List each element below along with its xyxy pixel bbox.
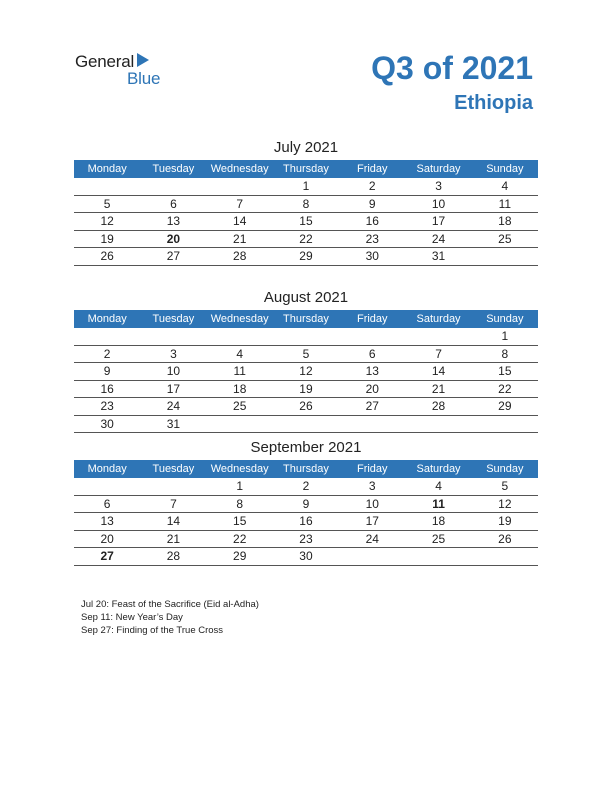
day-cell: 23 [74, 398, 140, 416]
week-row [74, 328, 538, 345]
day-cell: 4 [472, 178, 538, 195]
day-cell: 3 [405, 178, 471, 195]
day-cell: 14 [140, 513, 206, 531]
week-row [74, 548, 538, 566]
empty-day-cell [140, 178, 206, 195]
month-title: September 2021 [250, 439, 362, 456]
day-cell: 19 [74, 230, 140, 248]
calendar-grid [74, 460, 538, 566]
day-cell: 10 [140, 363, 206, 381]
weekday-header: Friday [339, 310, 405, 328]
holiday-note: Jul 20: Feast of the Sacrifice (Eid al-Adha) [81, 599, 259, 610]
holiday-note: Sep 27: Finding of the True Cross [81, 625, 224, 637]
weekday-header: Tuesday [140, 160, 206, 178]
day-cell: 21 [140, 530, 206, 548]
week-row [74, 195, 538, 213]
day-cell: 12 [74, 213, 140, 231]
day-cell: 4 [207, 345, 273, 363]
weekday-header: Wednesday [207, 460, 273, 478]
empty-day-cell [339, 548, 405, 566]
day-cell: 2 [273, 478, 339, 495]
day-cell: 28 [140, 548, 206, 566]
day-cell: 26 [472, 530, 538, 548]
day-cell: 25 [405, 530, 471, 548]
day-cell: 20 [140, 230, 206, 248]
weekday-header: Saturday [405, 460, 471, 478]
day-cell: 11 [472, 195, 538, 213]
day-cell: 4 [405, 478, 471, 495]
day-cell: 1 [207, 478, 273, 495]
day-cell: 23 [339, 230, 405, 248]
empty-day-cell [472, 248, 538, 266]
weekday-header: Monday [74, 310, 140, 328]
empty-day-cell [273, 328, 339, 345]
day-cell: 10 [405, 195, 471, 213]
day-cell: 12 [273, 363, 339, 381]
day-cell: 2 [74, 345, 140, 363]
calendar-grid [74, 310, 538, 433]
day-cell: 31 [140, 415, 206, 433]
day-cell: 11 [207, 363, 273, 381]
day-cell: 9 [273, 495, 339, 513]
month-title: July 2021 [273, 139, 339, 156]
day-cell: 17 [405, 213, 471, 231]
day-cell: 7 [405, 345, 471, 363]
week-row [74, 398, 538, 416]
week-row [74, 513, 538, 531]
weekday-header: Monday [74, 160, 140, 178]
empty-day-cell [405, 328, 471, 345]
day-cell: 23 [273, 530, 339, 548]
day-cell: 22 [472, 380, 538, 398]
empty-day-cell [472, 548, 538, 566]
day-cell: 16 [74, 380, 140, 398]
day-cell: 16 [339, 213, 405, 231]
day-cell: 13 [339, 363, 405, 381]
day-cell: 15 [273, 213, 339, 231]
empty-day-cell [207, 415, 273, 433]
week-row [74, 478, 538, 495]
day-cell: 1 [273, 178, 339, 195]
country-name: Ethiopia [454, 92, 533, 114]
empty-day-cell [472, 415, 538, 433]
empty-day-cell [273, 415, 339, 433]
empty-day-cell [405, 548, 471, 566]
day-cell: 22 [273, 230, 339, 248]
day-cell: 27 [140, 248, 206, 266]
day-cell: 30 [273, 548, 339, 566]
day-cell: 29 [472, 398, 538, 416]
day-cell: 28 [405, 398, 471, 416]
day-cell: 10 [339, 495, 405, 513]
day-cell: 27 [74, 548, 140, 566]
weekday-header-row [74, 460, 538, 478]
weekday-header: Wednesday [207, 160, 273, 178]
empty-day-cell [74, 328, 140, 345]
day-cell: 30 [74, 415, 140, 433]
day-cell: 19 [273, 380, 339, 398]
day-cell: 25 [472, 230, 538, 248]
day-cell: 13 [74, 513, 140, 531]
weekday-header: Thursday [273, 310, 339, 328]
empty-day-cell [207, 328, 273, 345]
weekday-header: Saturday [405, 160, 471, 178]
empty-day-cell [74, 478, 140, 495]
day-cell: 9 [74, 363, 140, 381]
day-cell: 28 [207, 248, 273, 266]
day-cell: 2 [339, 178, 405, 195]
week-row [74, 230, 538, 248]
day-cell: 21 [405, 380, 471, 398]
day-cell: 5 [273, 345, 339, 363]
day-cell: 8 [472, 345, 538, 363]
week-row [74, 380, 538, 398]
weekday-header-row [74, 310, 538, 328]
month-july [74, 138, 538, 266]
day-cell: 20 [339, 380, 405, 398]
empty-day-cell [207, 178, 273, 195]
weekday-header: Saturday [405, 310, 471, 328]
day-cell: 31 [405, 248, 471, 266]
weekday-header: Sunday [472, 460, 538, 478]
day-cell: 22 [207, 530, 273, 548]
week-row [74, 363, 538, 381]
week-row [74, 178, 538, 195]
day-cell: 29 [207, 548, 273, 566]
day-cell: 13 [140, 213, 206, 231]
day-cell: 11 [405, 495, 471, 513]
weekday-header: Sunday [472, 160, 538, 178]
logo-word-blue: Blue [127, 69, 161, 88]
weekday-header: Thursday [273, 460, 339, 478]
weekday-header: Thursday [273, 160, 339, 178]
empty-day-cell [405, 415, 471, 433]
brand-logo [75, 52, 175, 92]
day-cell: 29 [273, 248, 339, 266]
weekday-header: Tuesday [140, 460, 206, 478]
day-cell: 16 [273, 513, 339, 531]
day-cell: 5 [74, 195, 140, 213]
day-cell: 25 [207, 398, 273, 416]
week-row [74, 530, 538, 548]
day-cell: 6 [339, 345, 405, 363]
day-cell: 7 [207, 195, 273, 213]
weekday-header: Tuesday [140, 310, 206, 328]
weekday-header: Wednesday [207, 310, 273, 328]
day-cell: 18 [207, 380, 273, 398]
empty-day-cell [74, 178, 140, 195]
day-cell: 6 [74, 495, 140, 513]
day-cell: 6 [140, 195, 206, 213]
day-cell: 1 [472, 328, 538, 345]
calendar-grid [74, 160, 538, 266]
day-cell: 30 [339, 248, 405, 266]
month-august [74, 288, 538, 433]
day-cell: 3 [339, 478, 405, 495]
week-row [74, 495, 538, 513]
day-cell: 9 [339, 195, 405, 213]
logo-word-general: General [75, 52, 135, 71]
day-cell: 12 [472, 495, 538, 513]
day-cell: 8 [273, 195, 339, 213]
weekday-header: Friday [339, 460, 405, 478]
day-cell: 14 [405, 363, 471, 381]
empty-day-cell [140, 478, 206, 495]
day-cell: 24 [140, 398, 206, 416]
logo-flag-icon [137, 53, 149, 67]
day-cell: 27 [339, 398, 405, 416]
empty-day-cell [140, 328, 206, 345]
weekday-header: Friday [339, 160, 405, 178]
holiday-notes [81, 598, 259, 638]
day-cell: 7 [140, 495, 206, 513]
day-cell: 18 [472, 213, 538, 231]
page-title: Q3 of 2021 [371, 50, 533, 86]
weekday-header: Monday [74, 460, 140, 478]
day-cell: 20 [74, 530, 140, 548]
day-cell: 8 [207, 495, 273, 513]
day-cell: 5 [472, 478, 538, 495]
day-cell: 18 [405, 513, 471, 531]
week-row [74, 248, 538, 266]
week-row [74, 345, 538, 363]
day-cell: 17 [140, 380, 206, 398]
day-cell: 3 [140, 345, 206, 363]
day-cell: 26 [273, 398, 339, 416]
day-cell: 15 [472, 363, 538, 381]
weekday-header-row [74, 160, 538, 178]
empty-day-cell [339, 415, 405, 433]
day-cell: 24 [405, 230, 471, 248]
month-september [74, 438, 538, 566]
day-cell: 15 [207, 513, 273, 531]
day-cell: 26 [74, 248, 140, 266]
empty-day-cell [339, 328, 405, 345]
holiday-note: Sep 11: New Year’s Day [81, 612, 183, 624]
weekday-header: Sunday [472, 310, 538, 328]
day-cell: 21 [207, 230, 273, 248]
week-row [74, 415, 538, 433]
day-cell: 14 [207, 213, 273, 231]
week-row [74, 213, 538, 231]
day-cell: 17 [339, 513, 405, 531]
month-title: August 2021 [263, 289, 349, 306]
day-cell: 24 [339, 530, 405, 548]
day-cell: 19 [472, 513, 538, 531]
